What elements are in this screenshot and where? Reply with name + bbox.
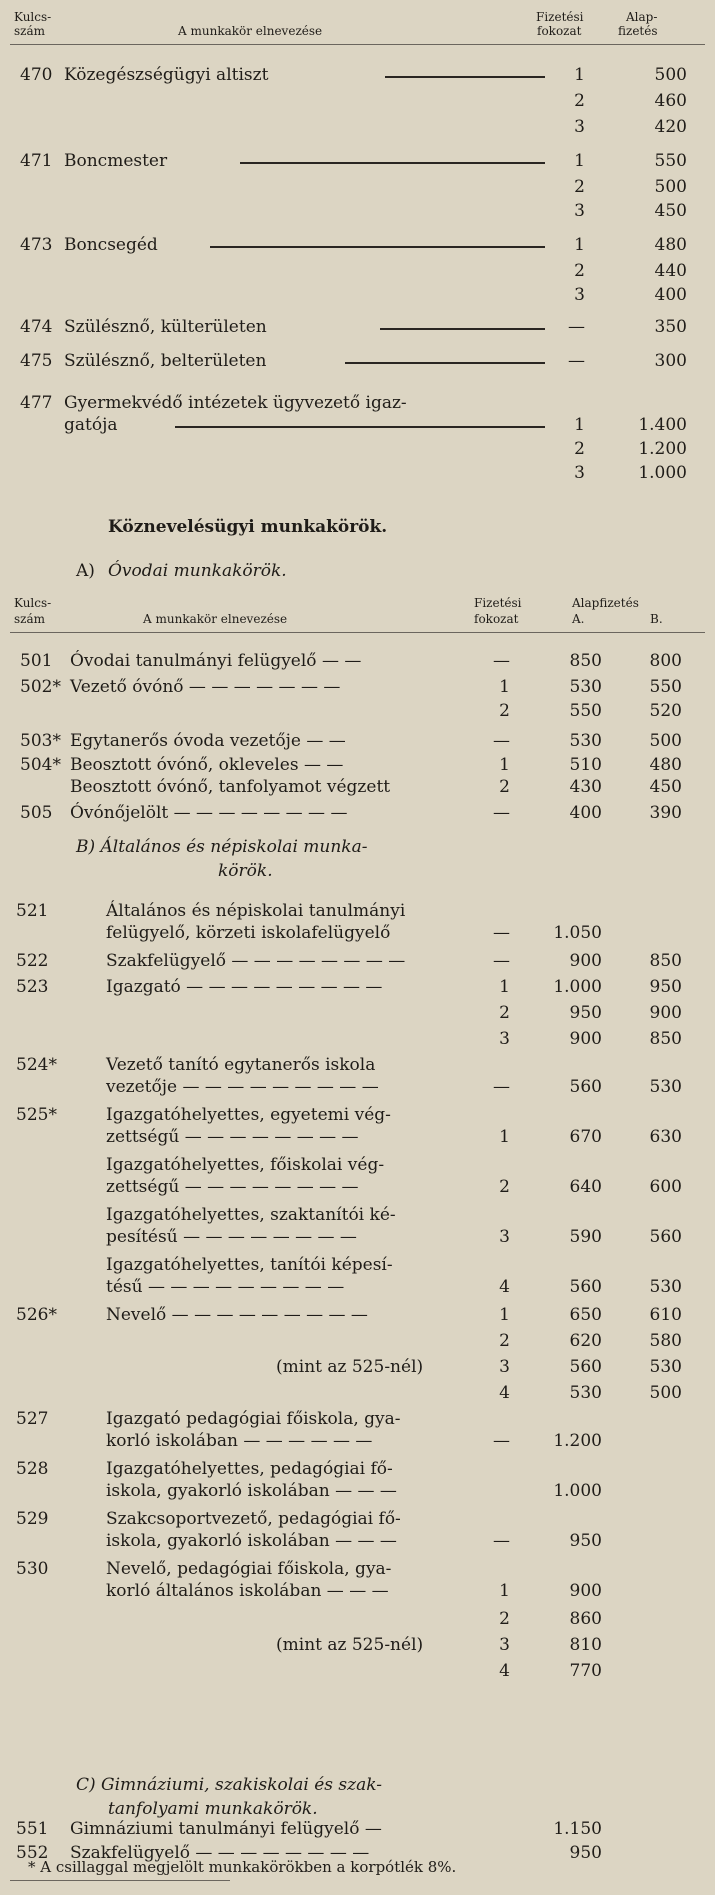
row-474-grade: — xyxy=(568,317,585,337)
b-row-col-a: 900 xyxy=(569,1029,602,1049)
b-row-code: 527 xyxy=(16,1409,49,1429)
a-row-grade: — xyxy=(493,731,510,751)
b-row-name-1: Szakcsoportvezető, pedagógiai fő- xyxy=(106,1509,401,1529)
a-header-alap: Alapfizetés xyxy=(572,596,639,610)
a-row-name: Beosztott óvónő, okleveles — — xyxy=(70,755,344,775)
b-row-grade: 4 xyxy=(499,1383,510,1403)
row-470-code: 470 xyxy=(20,65,53,85)
row-477-grade-2: 2 xyxy=(574,439,585,459)
section-b-title-2: körök. xyxy=(218,861,273,881)
a-row-grade: 1 xyxy=(499,677,510,697)
b-row-col-a: 1.050 xyxy=(553,923,602,943)
b-row-name-1: Igazgatóhelyettes, tanítói képesí- xyxy=(106,1255,393,1275)
b-row-name-1: Igazgató pedagógiai főiskola, gya- xyxy=(106,1409,401,1429)
row-474-name: Szülésznő, külterületen xyxy=(64,317,267,337)
a-header-kulcs-1: Kulcs- xyxy=(14,596,52,610)
row-473-pay-3: 400 xyxy=(654,285,687,305)
a-header-name: A munkakör elnevezése xyxy=(143,612,288,626)
b-row-name-2: korló iskolában — — — — — — xyxy=(106,1431,373,1451)
a-row-grade: — xyxy=(493,651,510,671)
b-row-col-a: 860 xyxy=(569,1609,602,1629)
b-row-grade: — xyxy=(493,1077,510,1097)
header-kulcs-1: Kulcs- xyxy=(14,10,52,24)
a-row-col-b: 550 xyxy=(649,677,682,697)
row-473-code: 473 xyxy=(20,235,53,255)
a-row-col-a: 850 xyxy=(569,651,602,671)
row-471-name: Boncmester xyxy=(64,151,168,171)
b-row-name-1: Igazgatóhelyettes, szaktanítói ké- xyxy=(106,1205,396,1225)
b-row-grade: — xyxy=(493,923,510,943)
b-row-code: 524* xyxy=(16,1055,57,1075)
b-row-col-b: 580 xyxy=(649,1331,682,1351)
dash-leader xyxy=(175,426,545,428)
a-header-col-b: B. xyxy=(650,612,663,626)
b-row-col-a: 900 xyxy=(569,1581,602,1601)
row-471-pay-1: 550 xyxy=(654,151,687,171)
a-row-name: Óvónőjelölt — — — — — — — — xyxy=(70,803,348,823)
b-row-code: 529 xyxy=(16,1509,49,1529)
footnote-rule xyxy=(10,1880,230,1881)
row-473-name: Boncsegéd xyxy=(64,235,158,255)
b-row-name-1: Igazgatóhelyettes, pedagógiai fő- xyxy=(106,1459,393,1479)
row-471-grade-3: 3 xyxy=(574,201,585,221)
row-471-pay-2: 500 xyxy=(654,177,687,197)
b-row-name-1: Igazgatóhelyettes, egyetemi vég- xyxy=(106,1105,391,1125)
b-row-col-b: 530 xyxy=(649,1077,682,1097)
b-row-code: 526* xyxy=(16,1305,57,1325)
row-470-pay-1: 500 xyxy=(654,65,687,85)
row-470-grade-3: 3 xyxy=(574,117,585,137)
b-row-col-b: 500 xyxy=(649,1383,682,1403)
section-c-title-2: tanfolyami munkakörök. xyxy=(108,1799,318,1819)
dash-leader xyxy=(385,76,545,78)
a-row-grade: — xyxy=(493,803,510,823)
a-header-fiz-2: fokozat xyxy=(474,612,519,626)
b-row-name-1: Nevelő — — — — — — — — — xyxy=(106,1305,368,1325)
b-row-name-2: korló általános iskolában — — — xyxy=(106,1581,389,1601)
row-473-pay-1: 480 xyxy=(654,235,687,255)
row-473-pay-2: 440 xyxy=(654,261,687,281)
row-477-grade-1: 1 xyxy=(574,415,585,435)
b-row-name-1: Szakfelügyelő — — — — — — — — xyxy=(106,951,406,971)
b-row-name-2: iskola, gyakorló iskolában — — — xyxy=(106,1531,397,1551)
row-477-name-1: Gyermekvédő intézetek ügyvezető igaz- xyxy=(64,393,407,413)
a-header-fiz-1: Fizetési xyxy=(474,596,522,610)
row-477-grade-3: 3 xyxy=(574,463,585,483)
a-row-name: Óvodai tanulmányi felügyelő — — xyxy=(70,651,362,671)
row-470-name: Közegészségügyi altiszt xyxy=(64,65,269,85)
a-header-col-a: A. xyxy=(572,612,585,626)
section-a-title: Óvodai munkakörök. xyxy=(108,561,287,581)
b-row-grade: 1 xyxy=(499,1581,510,1601)
c-row-col-a: 1.150 xyxy=(553,1819,602,1839)
c-row-code: 551 xyxy=(16,1819,49,1839)
row-470-pay-3: 420 xyxy=(654,117,687,137)
a-row-col-a: 530 xyxy=(569,677,602,697)
row-470-pay-2: 460 xyxy=(654,91,687,111)
b-row-code: 530 xyxy=(16,1559,49,1579)
a-row-grade: 1 xyxy=(499,755,510,775)
a-row-name: Beosztott óvónő, tanfolyamot végzett xyxy=(70,777,391,797)
row-471-grade-2: 2 xyxy=(574,177,585,197)
dash-leader xyxy=(345,362,545,364)
c-row-name: Szakfelügyelő — — — — — — — — xyxy=(70,1843,370,1863)
a-row-col-b: 800 xyxy=(649,651,682,671)
a-row-grade: 2 xyxy=(499,777,510,797)
b-row-col-b: 850 xyxy=(649,951,682,971)
row-477-pay-1: 1.400 xyxy=(638,415,687,435)
b-row-col-a: 620 xyxy=(569,1331,602,1351)
row-475-grade: — xyxy=(568,351,585,371)
b-row-col-b: 530 xyxy=(649,1357,682,1377)
b-row-name-2: pesítésű — — — — — — — — xyxy=(106,1227,357,1247)
b-row-grade: 3 xyxy=(499,1227,510,1247)
a-row-col-a: 430 xyxy=(569,777,602,797)
b-row-col-a: 1.200 xyxy=(553,1431,602,1451)
a-row-col-a: 530 xyxy=(569,731,602,751)
header-fizetesi-1: Fizetési xyxy=(536,10,584,24)
a-row-code: 502* xyxy=(20,677,61,697)
b-row-col-a: 560 xyxy=(569,1357,602,1377)
b-row-col-a: 560 xyxy=(569,1077,602,1097)
a-row-col-b: 390 xyxy=(649,803,682,823)
a-row-grade: 2 xyxy=(499,701,510,721)
header-alap-2: fizetés xyxy=(618,24,658,38)
row-477-pay-2: 1.200 xyxy=(638,439,687,459)
footnote: * A csillaggal megjelölt munkakörökben a korpótlék 8%. xyxy=(28,1858,457,1876)
b-row-col-b: 600 xyxy=(649,1177,682,1197)
b-row-grade: 3 xyxy=(499,1357,510,1377)
row-473-grade-2: 2 xyxy=(574,261,585,281)
b-row-col-b: 900 xyxy=(649,1003,682,1023)
row-470-grade-1: 1 xyxy=(574,65,585,85)
a-row-name: Egytanerős óvoda vezetője — — xyxy=(70,731,346,751)
b-row-col-a: 900 xyxy=(569,951,602,971)
a-row-col-b: 500 xyxy=(649,731,682,751)
b-row-name-2: iskola, gyakorló iskolában — — — xyxy=(106,1481,397,1501)
b-row-col-a: 810 xyxy=(569,1635,602,1655)
b-row-code: 521 xyxy=(16,901,49,921)
b-row-name-1: Nevelő, pedagógiai főiskola, gya- xyxy=(106,1559,392,1579)
header-kulcs-2: szám xyxy=(14,24,46,38)
a-row-code: 503* xyxy=(20,731,61,751)
b-row-name-1: (mint az 525-nél) xyxy=(276,1635,424,1655)
b-row-col-a: 530 xyxy=(569,1383,602,1403)
b-row-grade: 1 xyxy=(499,977,510,997)
b-row-name-1: Igazgató — — — — — — — — — xyxy=(106,977,383,997)
b-row-code: 525* xyxy=(16,1105,57,1125)
dash-leader xyxy=(380,328,545,330)
b-row-name-2: zettségű — — — — — — — — xyxy=(106,1177,359,1197)
b-row-col-a: 590 xyxy=(569,1227,602,1247)
b-row-name-2: zettségű — — — — — — — — xyxy=(106,1127,359,1147)
b-row-grade: 4 xyxy=(499,1277,510,1297)
a-row-col-b: 450 xyxy=(649,777,682,797)
row-471-grade-1: 1 xyxy=(574,151,585,171)
b-row-col-b: 610 xyxy=(649,1305,682,1325)
row-475-name: Szülésznő, belterületen xyxy=(64,351,267,371)
b-row-grade: 2 xyxy=(499,1331,510,1351)
b-row-col-a: 950 xyxy=(569,1531,602,1551)
a-row-col-b: 480 xyxy=(649,755,682,775)
b-row-col-a: 670 xyxy=(569,1127,602,1147)
row-477-code: 477 xyxy=(20,393,53,413)
a-row-col-a: 510 xyxy=(569,755,602,775)
a-header-rule xyxy=(10,632,705,633)
b-row-name-2: vezetője — — — — — — — — — xyxy=(106,1077,379,1097)
section-b-title-1: B) Általános és népiskolai munka- xyxy=(76,837,368,857)
row-474-code: 474 xyxy=(20,317,53,337)
c-row-code: 552 xyxy=(16,1843,49,1863)
dash-leader xyxy=(240,162,545,164)
header-name: A munkakör elnevezése xyxy=(178,24,323,38)
b-row-grade: 2 xyxy=(499,1003,510,1023)
b-row-code: 528 xyxy=(16,1459,49,1479)
row-477-pay-3: 1.000 xyxy=(638,463,687,483)
header-rule xyxy=(10,44,705,45)
row-471-code: 471 xyxy=(20,151,53,171)
b-row-col-a: 950 xyxy=(569,1003,602,1023)
row-475-pay: 300 xyxy=(654,351,687,371)
b-row-name-2: tésű — — — — — — — — — xyxy=(106,1277,345,1297)
b-row-col-b: 530 xyxy=(649,1277,682,1297)
row-473-grade-3: 3 xyxy=(574,285,585,305)
a-row-code: 501 xyxy=(20,651,53,671)
c-row-name: Gimnáziumi tanulmányi felügyelő — xyxy=(70,1819,382,1839)
row-473-grade-1: 1 xyxy=(574,235,585,255)
b-row-col-a: 770 xyxy=(569,1661,602,1681)
b-row-name-1: Igazgatóhelyettes, főiskolai vég- xyxy=(106,1155,385,1175)
b-row-col-a: 1.000 xyxy=(553,1481,602,1501)
main-title: Köznevelésügyi munkakörök. xyxy=(108,517,388,537)
b-row-col-b: 630 xyxy=(649,1127,682,1147)
b-row-name-1: (mint az 525-nél) xyxy=(276,1357,424,1377)
section-a-prefix: A) xyxy=(76,561,95,581)
b-row-grade: 1 xyxy=(499,1305,510,1325)
b-row-grade: 1 xyxy=(499,1127,510,1147)
row-477-name-2: gatója xyxy=(64,415,118,435)
a-row-col-a: 550 xyxy=(569,701,602,721)
b-row-col-a: 640 xyxy=(569,1177,602,1197)
b-row-grade: 2 xyxy=(499,1177,510,1197)
a-row-code: 505 xyxy=(20,803,53,823)
a-row-col-b: 520 xyxy=(649,701,682,721)
c-row-col-a: 950 xyxy=(569,1843,602,1863)
b-row-name-1: Vezető tanító egytanerős iskola xyxy=(106,1055,376,1075)
b-row-grade: — xyxy=(493,1531,510,1551)
row-475-code: 475 xyxy=(20,351,53,371)
row-470-grade-2: 2 xyxy=(574,91,585,111)
b-row-grade: — xyxy=(493,951,510,971)
dash-leader xyxy=(210,246,545,248)
b-row-code: 522 xyxy=(16,951,49,971)
b-row-col-b: 850 xyxy=(649,1029,682,1049)
b-row-grade: 2 xyxy=(499,1609,510,1629)
b-row-grade: — xyxy=(493,1431,510,1451)
b-row-grade: 3 xyxy=(499,1635,510,1655)
b-row-col-a: 650 xyxy=(569,1305,602,1325)
b-row-code: 523 xyxy=(16,977,49,997)
header-fizetesi-2: fokozat xyxy=(537,24,582,38)
header-alap-1: Alap- xyxy=(626,10,658,24)
b-row-col-b: 950 xyxy=(649,977,682,997)
a-row-code: 504* xyxy=(20,755,61,775)
a-row-name: Vezető óvónő — — — — — — — xyxy=(70,677,341,697)
b-row-grade: 4 xyxy=(499,1661,510,1681)
section-c-title-1: C) Gimnáziumi, szakiskolai és szak- xyxy=(76,1775,382,1795)
b-row-col-a: 560 xyxy=(569,1277,602,1297)
row-474-pay: 350 xyxy=(654,317,687,337)
b-row-col-b: 560 xyxy=(649,1227,682,1247)
b-row-name-2: felügyelő, körzeti iskolafelügyelő xyxy=(106,923,391,943)
a-header-kulcs-2: szám xyxy=(14,612,46,626)
b-row-grade: 3 xyxy=(499,1029,510,1049)
b-row-col-a: 1.000 xyxy=(553,977,602,997)
b-row-name-1: Általános és népiskolai tanulmányi xyxy=(106,901,406,921)
a-row-col-a: 400 xyxy=(569,803,602,823)
row-471-pay-3: 450 xyxy=(654,201,687,221)
